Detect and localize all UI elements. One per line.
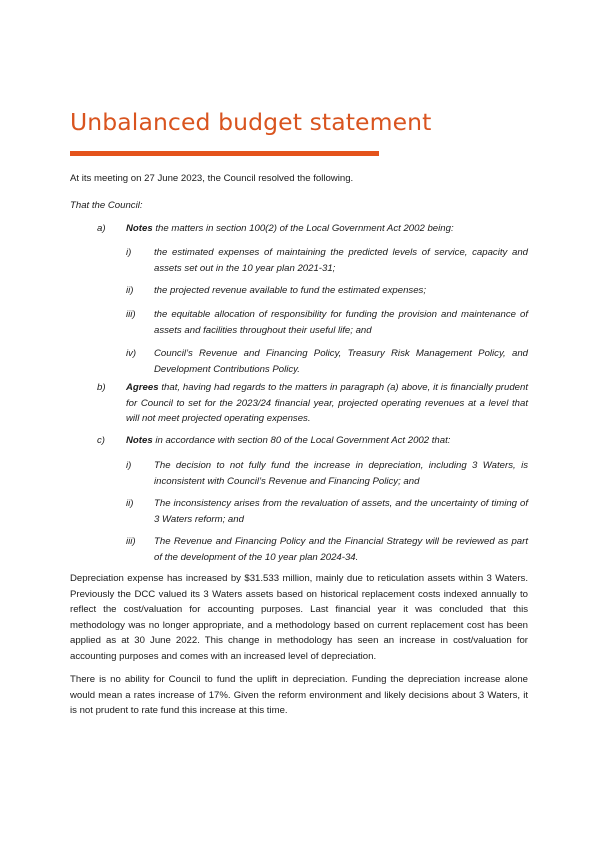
item-c-iii-marker: iii) [126, 536, 136, 547]
item-a-iv-marker: iv) [126, 348, 137, 359]
item-c-i-text: The decision to not fully fund the increase in depreciation, including 3 Waters, is inconsistent with Council’s Revenue and Financing Policy; and [154, 460, 528, 487]
item-c-ii-marker: ii) [126, 498, 134, 509]
item-b-keyword: Agrees [126, 382, 159, 393]
item-b-text [126, 380, 528, 427]
item-b-body: that, having had regards to the matters in paragraph (a) above, it is financially prudent for Council to set for the 2023/24 financial year, projected operating revenues at a level that will not meet projected operating expenses. [126, 382, 528, 425]
item-a-marker: a) [97, 223, 106, 234]
depreciation-paragraph: Depreciation expense has increased by $31.533 million, mainly due to reticulation assets within 3 Waters. Previously the DCC valued its 3 Waters assets based on historical replacement costs indexed annually to reflect the cost/valuation for accounting purposes. Last financial year it was concluded that this methodology was no longer appropriate, and a methodology based on current replacement cost has been applied as at 30 June 2022. This change in methodology has seen an increase in cost/valuation for accounting purposes and comes with an increased level of depreciation. [70, 573, 528, 662]
item-a-iii-marker: iii) [126, 309, 136, 320]
resolution-lead: That the Council: [70, 200, 143, 211]
item-c-i-marker: i) [126, 460, 132, 471]
item-c-body: in accordance with section 80 of the Local Government Act 2002 that: [152, 435, 451, 446]
item-a-body: the matters in section 100(2) of the Local Government Act 2002 being: [152, 223, 454, 234]
item-c-ii-text: The inconsistency arises from the revaluation of assets, and the uncertainty of timing of 3 Waters reform; and [154, 498, 528, 525]
item-c-marker: c) [97, 435, 105, 446]
item-c-keyword: Notes [126, 435, 153, 446]
title-underline [70, 151, 379, 156]
funding-paragraph: There is no ability for Council to fund the uplift in depreciation. Funding the depreciation increase alone would mean a rates increase of 17%. Given the reform environment and likely decisions about 3 Waters, it is not prudent to rate fund this increase at this time. [70, 674, 528, 717]
item-a-i-text: the estimated expenses of maintaining the predicted levels of service, capacity and assets set out in the 10 year plan 2021-31; [154, 247, 528, 274]
item-c-iii-text: The Revenue and Financing Policy and the Financial Strategy will be reviewed as part of the development of the 10 year plan 2024-34. [154, 536, 528, 563]
item-a-iv-text: Council’s Revenue and Financing Policy, Treasury Risk Management Policy, and Development Contributions Policy. [154, 348, 528, 375]
item-c-text [126, 433, 528, 449]
page-title: Unbalanced budget statement [70, 108, 432, 136]
item-a-iii-text: the equitable allocation of responsibility for funding the provision and maintenance of assets and facilities throughout their useful life; and [154, 309, 528, 336]
item-a-ii-marker: ii) [126, 285, 134, 296]
item-a-i-marker: i) [126, 247, 132, 258]
item-a-keyword: Notes [126, 223, 153, 234]
item-a-text [126, 221, 528, 237]
intro-text: At its meeting on 27 June 2023, the Council resolved the following. [70, 173, 354, 184]
item-b-marker: b) [97, 382, 106, 393]
item-a-ii-text: the projected revenue available to fund the estimated expenses; [154, 285, 427, 296]
